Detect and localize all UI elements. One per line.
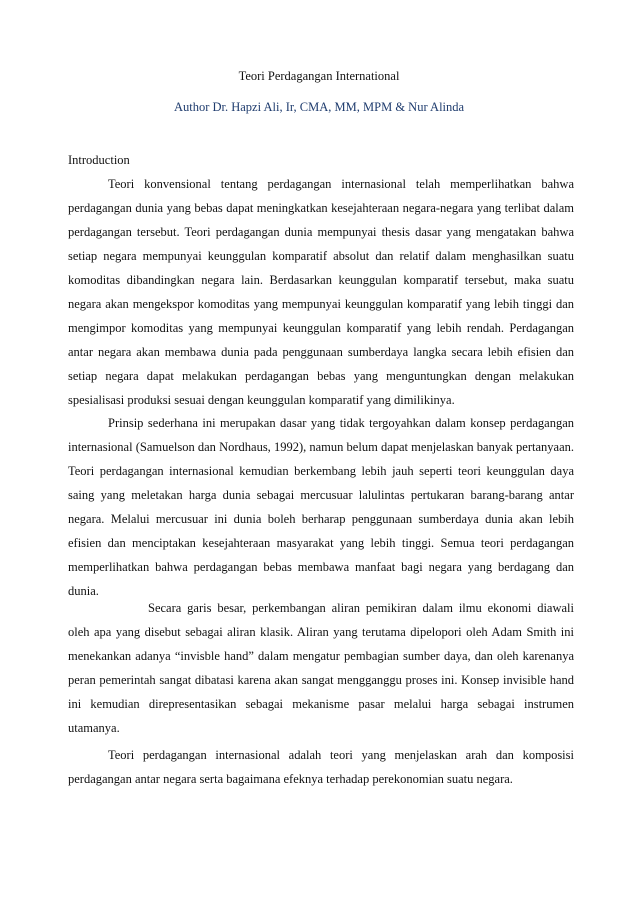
paragraph: Prinsip sederhana ini merupakan dasar yang tidak tergoyahkan dalam konsep perdagangan internasional (Samuelson dan Nordhaus, 1992), namun belum dapat menjelaskan banyak pertanyaan. Teori perdagangan internasional kemudian berkembang lebih jauh seperti teori keunggulan daya saing yang meletakan harga dunia sebagai mercusuar lalulintas pertukaran barang-barang antar negara. Melalui mercusuar ini dunia boleh berharap penggunaan sumberdaya dunia akan lebih efisien dan menciptakan kesejahteraan masyarakat yang lebih tinggi. Semua teori perdagangan memperlihatkan bahwa perdagangan bebas membawa manfaat bagi negara yang berdagang dan dunia. [68,416,574,598]
paragraph: Teori konvensional tentang perdagangan internasional telah memperlihatkan bahwa perdagangan dunia yang bebas dapat meningkatkan kesejahteraan negara-negara yang terlibat dalam perdagangan tersebut. Teori perdagangan dunia mempunyai thesis dasar yang mengatakan bahwa setiap negara mempunyai keunggulan komparatif absolut dan relatif dalam menghasilkan suatu komoditas dibandingkan negara lain. Berdasarkan keunggulan komparatif tersebut, maka suatu negara akan mengekspor komoditas yang mempunyai keunggulan komparatif yang lebih tinggi dan mengimpor komoditas yang mempunyai keunggulan komparatif yang lebih rendah. Perdagangan antar negara akan membawa dunia pada penggunaan sumberdaya langka secara lebih efisien dan setiap negara dapat melakukan perdagangan bebas yang menguntungkan dengan melakukan spesialisasi produksi sesuai dengan keunggulan komparatif yang dimilikinya. [68,177,574,407]
paragraph: Secara garis besar, perkembangan aliran pemikiran dalam ilmu ekonomi diawali oleh apa yang disebut sebagai aliran klasik. Aliran yang terutama dipelopori oleh Adam Smith ini menekankan adanya “invisble hand” dalam mengatur pembagian sumber daya, dan oleh karenanya peran pemerintah sangat dibatasi karena akan sangat mengganggu proses ini. Konsep invisible hand ini kemudian direpresentasikan sebagai mekanisme pasar melalui harga sebagai instrumen utamanya. [68,601,574,735]
document-author: Author Dr. Hapzi Ali, Ir, CMA, MM, MPM & Nur Alinda [173,100,465,114]
paragraph: Teori perdagangan internasional adalah teori yang menjelaskan arah dan komposisi perdagangan antar negara serta bagaimana efeknya terhadap perekonomian suatu negara. [68,748,574,786]
document-title: Teori Perdagangan International [238,69,400,83]
section-heading: Introduction [68,153,130,167]
